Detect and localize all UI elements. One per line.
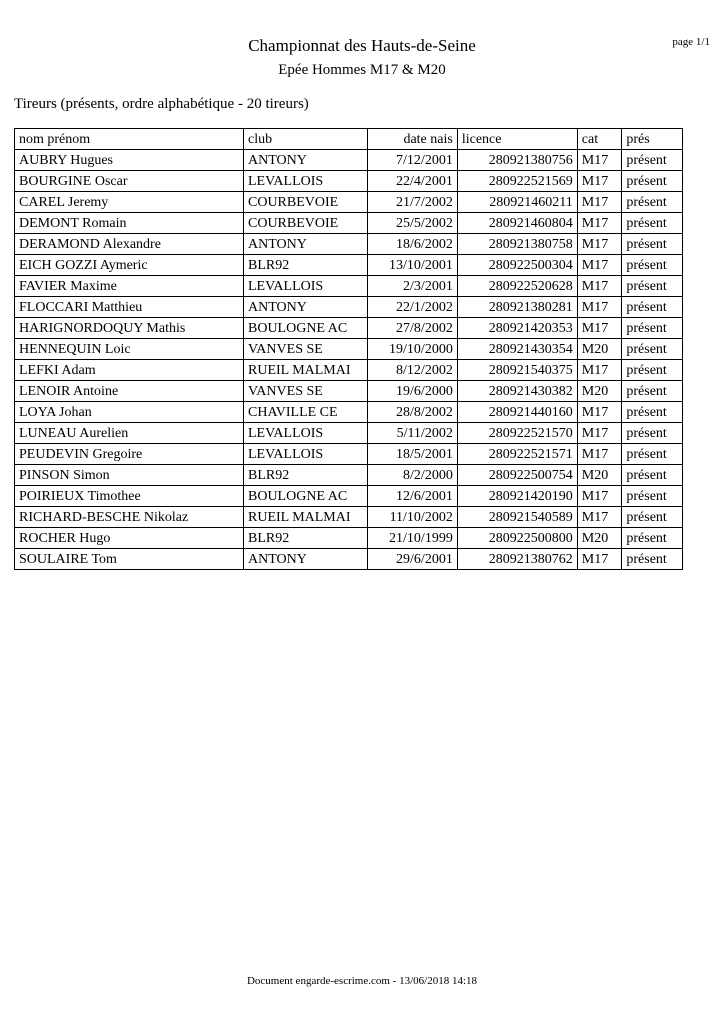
presence-cell: présent	[622, 507, 683, 528]
presence-cell: présent	[622, 486, 683, 507]
table-row	[15, 444, 683, 465]
table-row	[15, 549, 683, 570]
table-row	[15, 423, 683, 444]
name-cell: LENOIR Antoine	[15, 381, 244, 402]
club-cell: COURBEVOIE	[244, 192, 368, 213]
presence-cell: présent	[622, 150, 683, 171]
table-row	[15, 465, 683, 486]
category-cell: M17	[577, 150, 622, 171]
club-cell: ANTONY	[244, 234, 368, 255]
category-cell: M20	[577, 528, 622, 549]
table-row	[15, 381, 683, 402]
presence-cell: présent	[622, 276, 683, 297]
name-cell: LUNEAU Aurelien	[15, 423, 244, 444]
licence-cell: 280921460804	[457, 213, 577, 234]
fencers-table	[14, 128, 683, 570]
club-cell: RUEIL MALMAI	[244, 507, 368, 528]
licence-cell: 280922521570	[457, 423, 577, 444]
category-cell: M17	[577, 213, 622, 234]
club-cell: BLR92	[244, 465, 368, 486]
name-cell: DEMONT Romain	[15, 213, 244, 234]
table-row	[15, 507, 683, 528]
presence-cell: présent	[622, 318, 683, 339]
name-cell: BOURGINE Oscar	[15, 171, 244, 192]
licence-cell: 280921430382	[457, 381, 577, 402]
birthdate-cell: 21/7/2002	[368, 192, 457, 213]
birthdate-cell: 19/6/2000	[368, 381, 457, 402]
name-cell: HARIGNORDOQUY Mathis	[15, 318, 244, 339]
category-cell: M17	[577, 486, 622, 507]
category-cell: M17	[577, 423, 622, 444]
licence-cell: 280921380762	[457, 549, 577, 570]
club-cell: LEVALLOIS	[244, 423, 368, 444]
birthdate-cell: 19/10/2000	[368, 339, 457, 360]
category-cell: M17	[577, 549, 622, 570]
birthdate-cell: 21/10/1999	[368, 528, 457, 549]
name-cell: HENNEQUIN Loic	[15, 339, 244, 360]
header-club: club	[244, 129, 368, 150]
club-cell: BOULOGNE AC	[244, 318, 368, 339]
table-row	[15, 318, 683, 339]
table-row	[15, 297, 683, 318]
name-cell: DERAMOND Alexandre	[15, 234, 244, 255]
name-cell: POIRIEUX Timothee	[15, 486, 244, 507]
club-cell: ANTONY	[244, 549, 368, 570]
name-cell: FAVIER Maxime	[15, 276, 244, 297]
name-cell: LOYA Johan	[15, 402, 244, 423]
birthdate-cell: 7/12/2001	[368, 150, 457, 171]
name-cell: CAREL Jeremy	[15, 192, 244, 213]
table-row	[15, 360, 683, 381]
licence-cell: 280922500800	[457, 528, 577, 549]
birthdate-cell: 18/6/2002	[368, 234, 457, 255]
table-row	[15, 528, 683, 549]
category-cell: M17	[577, 276, 622, 297]
name-cell: ROCHER Hugo	[15, 528, 244, 549]
presence-cell: présent	[622, 402, 683, 423]
licence-cell: 280921380756	[457, 150, 577, 171]
licence-cell: 280922520628	[457, 276, 577, 297]
licence-cell: 280922521571	[457, 444, 577, 465]
name-cell: FLOCCARI Matthieu	[15, 297, 244, 318]
name-cell: RICHARD-BESCHE Nikolaz	[15, 507, 244, 528]
category-cell: M17	[577, 255, 622, 276]
table-header-row	[15, 129, 683, 150]
birthdate-cell: 8/12/2002	[368, 360, 457, 381]
table-row	[15, 150, 683, 171]
licence-cell: 280922500754	[457, 465, 577, 486]
header-presence: prés	[622, 129, 683, 150]
presence-cell: présent	[622, 192, 683, 213]
birthdate-cell: 8/2/2000	[368, 465, 457, 486]
licence-cell: 280921540375	[457, 360, 577, 381]
document-footer: Document engarde-escrime.com - 13/06/2018 14:18	[246, 975, 478, 987]
licence-cell: 280921420353	[457, 318, 577, 339]
category-cell: M17	[577, 234, 622, 255]
presence-cell: présent	[622, 234, 683, 255]
club-cell: RUEIL MALMAI	[244, 360, 368, 381]
licence-cell: 280921540589	[457, 507, 577, 528]
category-cell: M17	[577, 360, 622, 381]
club-cell: BLR92	[244, 255, 368, 276]
birthdate-cell: 27/8/2002	[368, 318, 457, 339]
birthdate-cell: 22/4/2001	[368, 171, 457, 192]
category-cell: M17	[577, 402, 622, 423]
licence-cell: 280922521569	[457, 171, 577, 192]
licence-cell: 280921430354	[457, 339, 577, 360]
header-category: cat	[577, 129, 622, 150]
category-cell: M17	[577, 171, 622, 192]
club-cell: BLR92	[244, 528, 368, 549]
birthdate-cell: 2/3/2001	[368, 276, 457, 297]
birthdate-cell: 18/5/2001	[368, 444, 457, 465]
table-row	[15, 402, 683, 423]
presence-cell: présent	[622, 360, 683, 381]
table-row	[15, 234, 683, 255]
name-cell: AUBRY Hugues	[15, 150, 244, 171]
presence-cell: présent	[622, 381, 683, 402]
category-cell: M17	[577, 318, 622, 339]
name-cell: EICH GOZZI Aymeric	[15, 255, 244, 276]
birthdate-cell: 28/8/2002	[368, 402, 457, 423]
licence-cell: 280922500304	[457, 255, 577, 276]
name-cell: LEFKI Adam	[15, 360, 244, 381]
document-subtitle: Epée Hommes M17 & M20	[278, 62, 446, 78]
name-cell: PINSON Simon	[15, 465, 244, 486]
birthdate-cell: 25/5/2002	[368, 213, 457, 234]
category-cell: M17	[577, 444, 622, 465]
presence-cell: présent	[622, 255, 683, 276]
table-row	[15, 213, 683, 234]
birthdate-cell: 5/11/2002	[368, 423, 457, 444]
document-title: Championnat des Hauts-de-Seine	[248, 36, 476, 55]
header-birthdate: date nais	[368, 129, 457, 150]
section-title: Tireurs (présents, ordre alphabétique - 20 tireurs)	[14, 96, 309, 112]
table-row	[15, 339, 683, 360]
category-cell: M17	[577, 507, 622, 528]
category-cell: M20	[577, 381, 622, 402]
club-cell: BOULOGNE AC	[244, 486, 368, 507]
birthdate-cell: 12/6/2001	[368, 486, 457, 507]
header-licence: licence	[457, 129, 577, 150]
club-cell: VANVES SE	[244, 339, 368, 360]
presence-cell: présent	[622, 465, 683, 486]
licence-cell: 280921420190	[457, 486, 577, 507]
birthdate-cell: 13/10/2001	[368, 255, 457, 276]
category-cell: M17	[577, 192, 622, 213]
presence-cell: présent	[622, 171, 683, 192]
table-row	[15, 192, 683, 213]
club-cell: COURBEVOIE	[244, 213, 368, 234]
licence-cell: 280921440160	[457, 402, 577, 423]
category-cell: M20	[577, 339, 622, 360]
club-cell: CHAVILLE CE	[244, 402, 368, 423]
category-cell: M20	[577, 465, 622, 486]
club-cell: LEVALLOIS	[244, 276, 368, 297]
club-cell: VANVES SE	[244, 381, 368, 402]
presence-cell: présent	[622, 423, 683, 444]
club-cell: ANTONY	[244, 297, 368, 318]
name-cell: PEUDEVIN Gregoire	[15, 444, 244, 465]
club-cell: LEVALLOIS	[244, 444, 368, 465]
licence-cell: 280921380758	[457, 234, 577, 255]
header-name: nom prénom	[15, 129, 244, 150]
table-row	[15, 171, 683, 192]
presence-cell: présent	[622, 213, 683, 234]
name-cell: SOULAIRE Tom	[15, 549, 244, 570]
birthdate-cell: 22/1/2002	[368, 297, 457, 318]
table-row	[15, 255, 683, 276]
presence-cell: présent	[622, 528, 683, 549]
category-cell: M17	[577, 297, 622, 318]
club-cell: ANTONY	[244, 150, 368, 171]
birthdate-cell: 29/6/2001	[368, 549, 457, 570]
licence-cell: 280921460211	[457, 192, 577, 213]
birthdate-cell: 11/10/2002	[368, 507, 457, 528]
presence-cell: présent	[622, 549, 683, 570]
presence-cell: présent	[622, 444, 683, 465]
presence-cell: présent	[622, 339, 683, 360]
page-number: page 1/1	[672, 36, 710, 48]
table-row	[15, 486, 683, 507]
licence-cell: 280921380281	[457, 297, 577, 318]
presence-cell: présent	[622, 297, 683, 318]
club-cell: LEVALLOIS	[244, 171, 368, 192]
table-row	[15, 276, 683, 297]
